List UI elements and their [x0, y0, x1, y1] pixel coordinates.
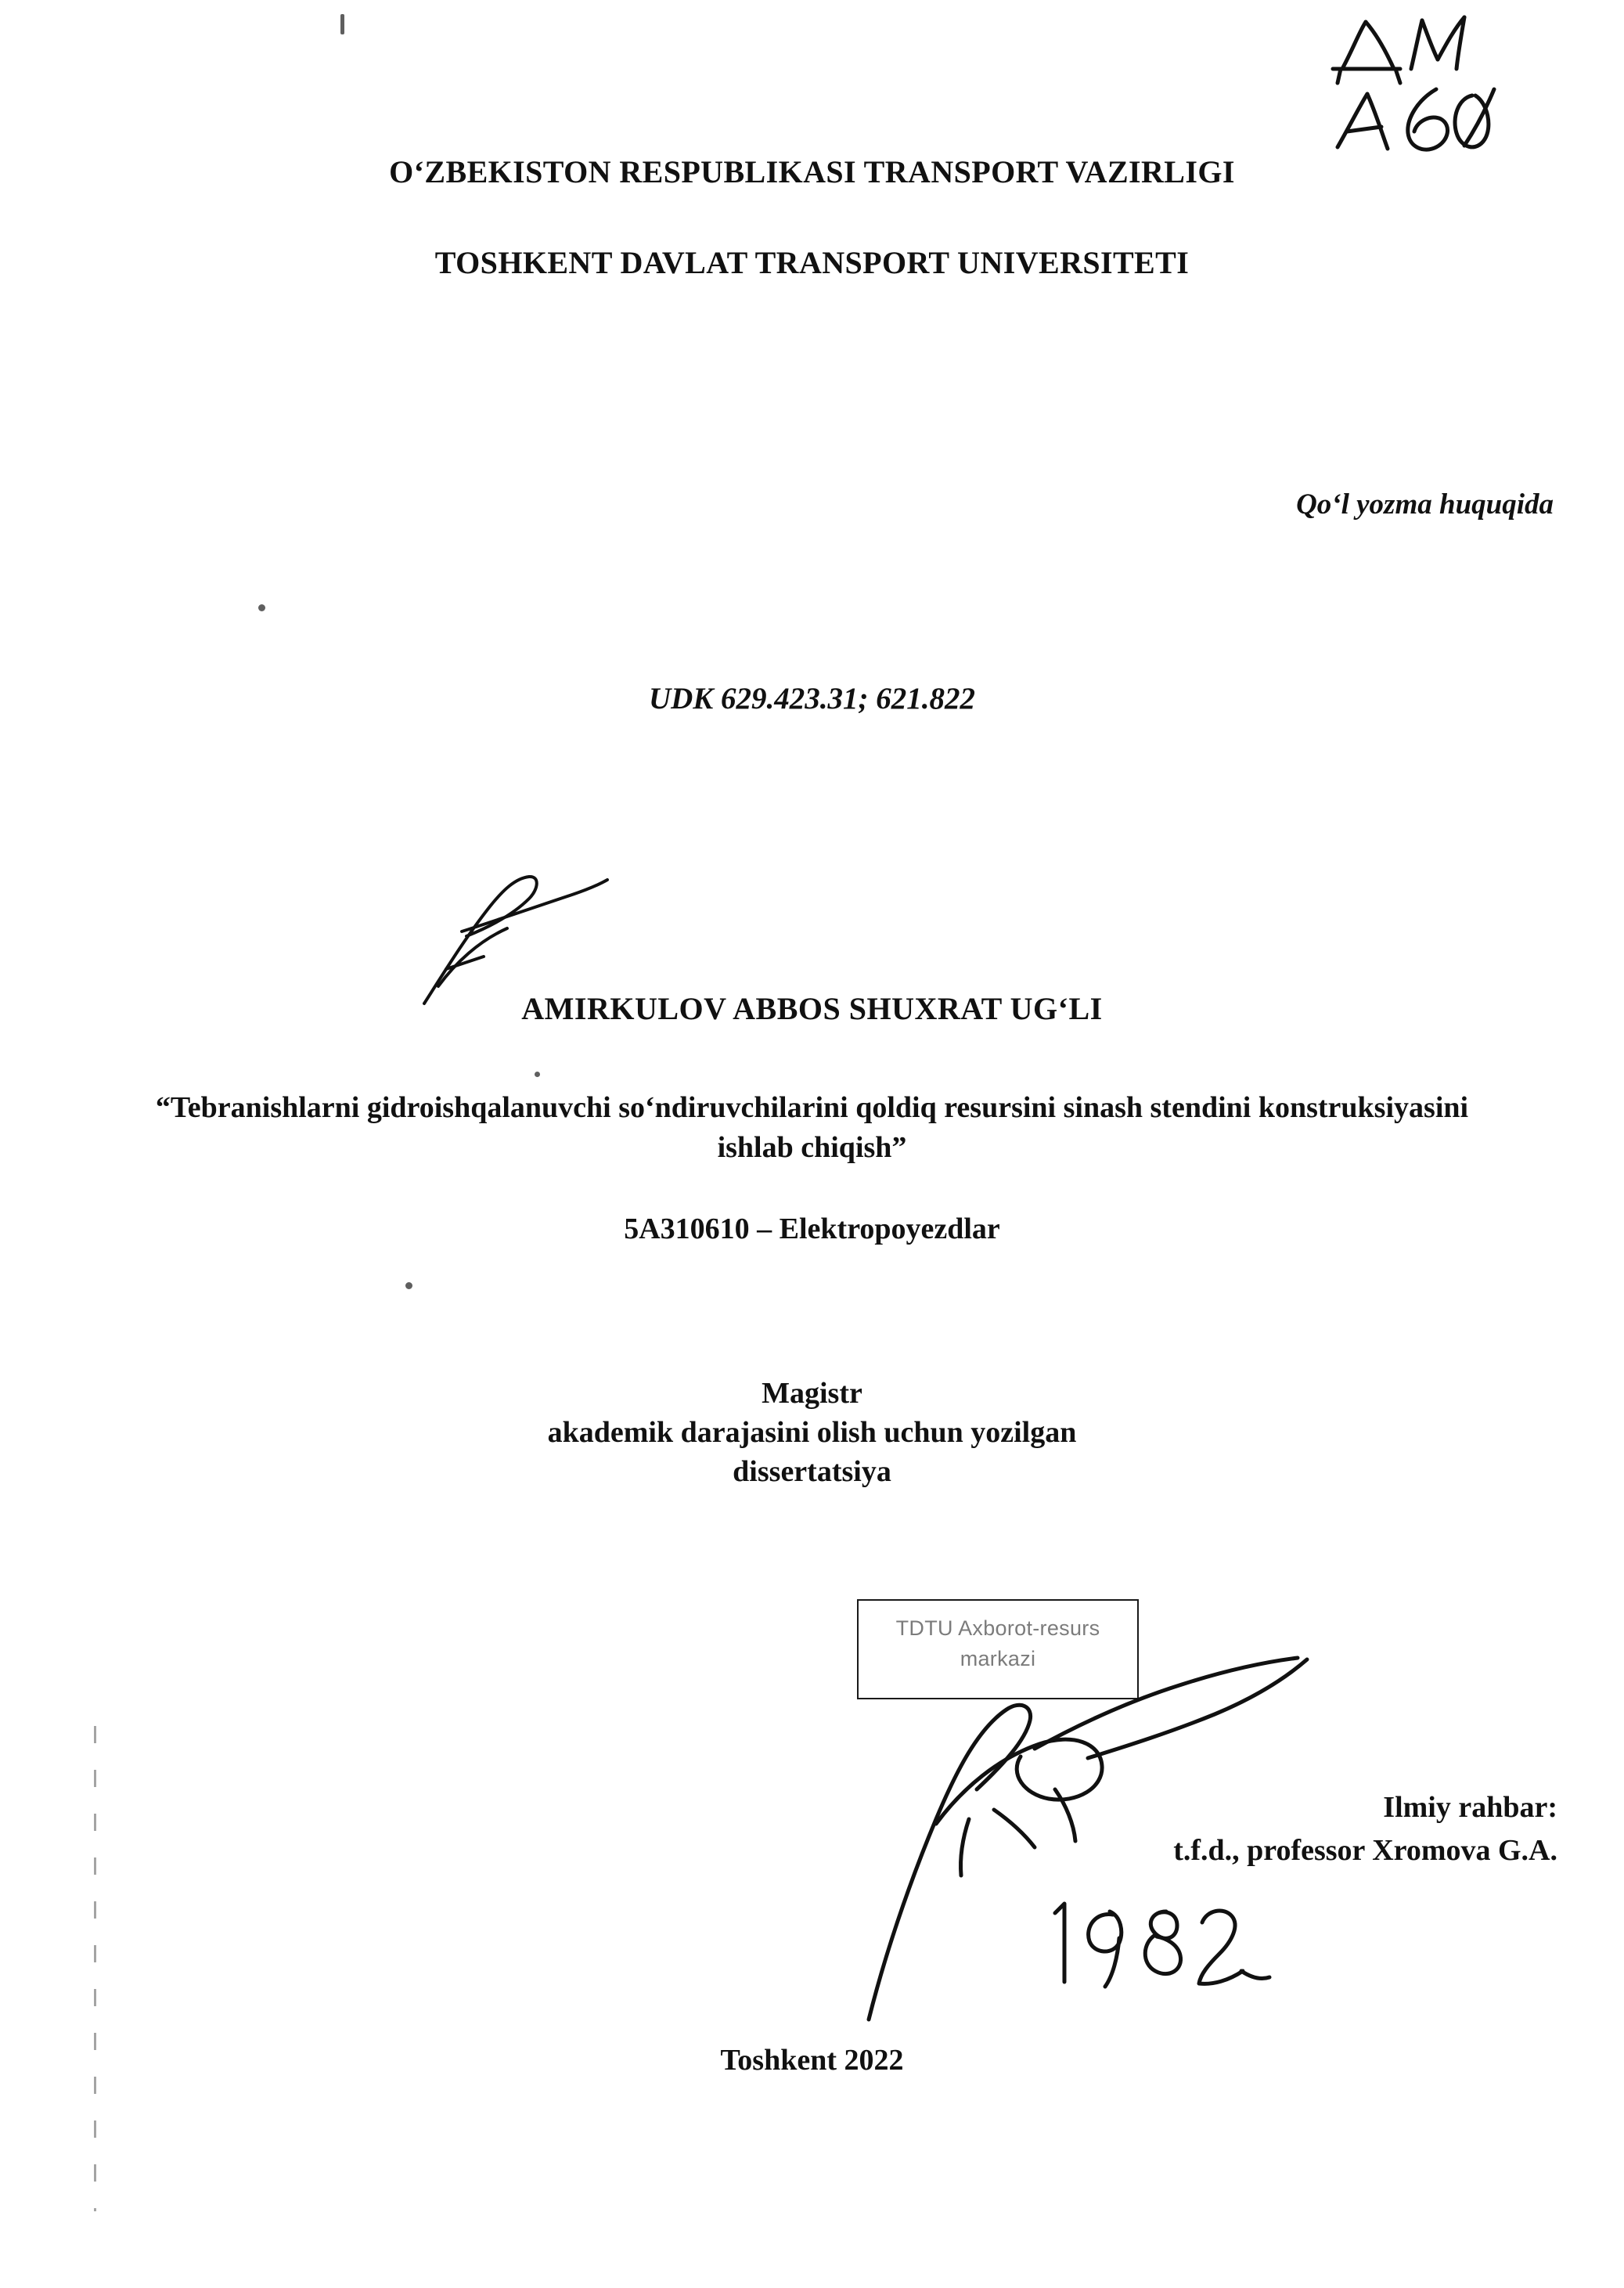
scan-speck	[535, 1072, 540, 1077]
advisor-label: Ilmiy rahbar:	[1383, 1791, 1557, 1824]
library-stamp	[857, 1599, 1139, 1699]
advisor-block	[0, 1786, 1557, 1872]
stamp-line-1: TDTU Axborot-resurs	[895, 1616, 1100, 1640]
handwritten-inventory-number	[1041, 1894, 1276, 2012]
handwritten-shelf-mark	[1319, 8, 1522, 164]
degree-line-1: Magistr	[762, 1377, 862, 1410]
degree-line-3: dissertatsiya	[733, 1455, 891, 1489]
author-name: AMIRKULOV ABBOS SHUXRAT UG‘LI	[521, 991, 1103, 1026]
advisor-name: t.f.d., professor Xromova G.A.	[1173, 1834, 1557, 1868]
author-signature	[415, 869, 650, 1010]
scan-speck	[340, 14, 344, 34]
udk-code: UDK 629.423.31; 621.822	[648, 682, 976, 715]
place-and-year: Toshkent 2022	[720, 2044, 904, 2077]
thesis-title: “Tebranishlarni gidroishqalanuvchi so‘ndiruvchilarini qoldiq resursini sinash stendini konstruksiyasini ishlab chiqish”	[155, 1091, 1469, 1165]
stamp-line-2: markazi	[960, 1647, 1036, 1671]
scan-speck	[405, 1282, 412, 1289]
degree-statement	[0, 1374, 1624, 1491]
organization-ministry: O‘ZBEKISTON RESPUBLIKASI TRANSPORT VAZIRLIGI	[389, 154, 1235, 189]
degree-line-2: akademik darajasini olish uchun yozilgan	[547, 1416, 1077, 1450]
organization-university: TOSHKENT DAVLAT TRANSPORT UNIVERSITETI	[434, 245, 1190, 280]
scan-speck	[258, 604, 265, 611]
speciality-code: 5A310610 – Elektropoyezdlar	[624, 1212, 1000, 1245]
manuscript-rights-note: Qo‘l yozma huquqida	[1296, 488, 1554, 521]
